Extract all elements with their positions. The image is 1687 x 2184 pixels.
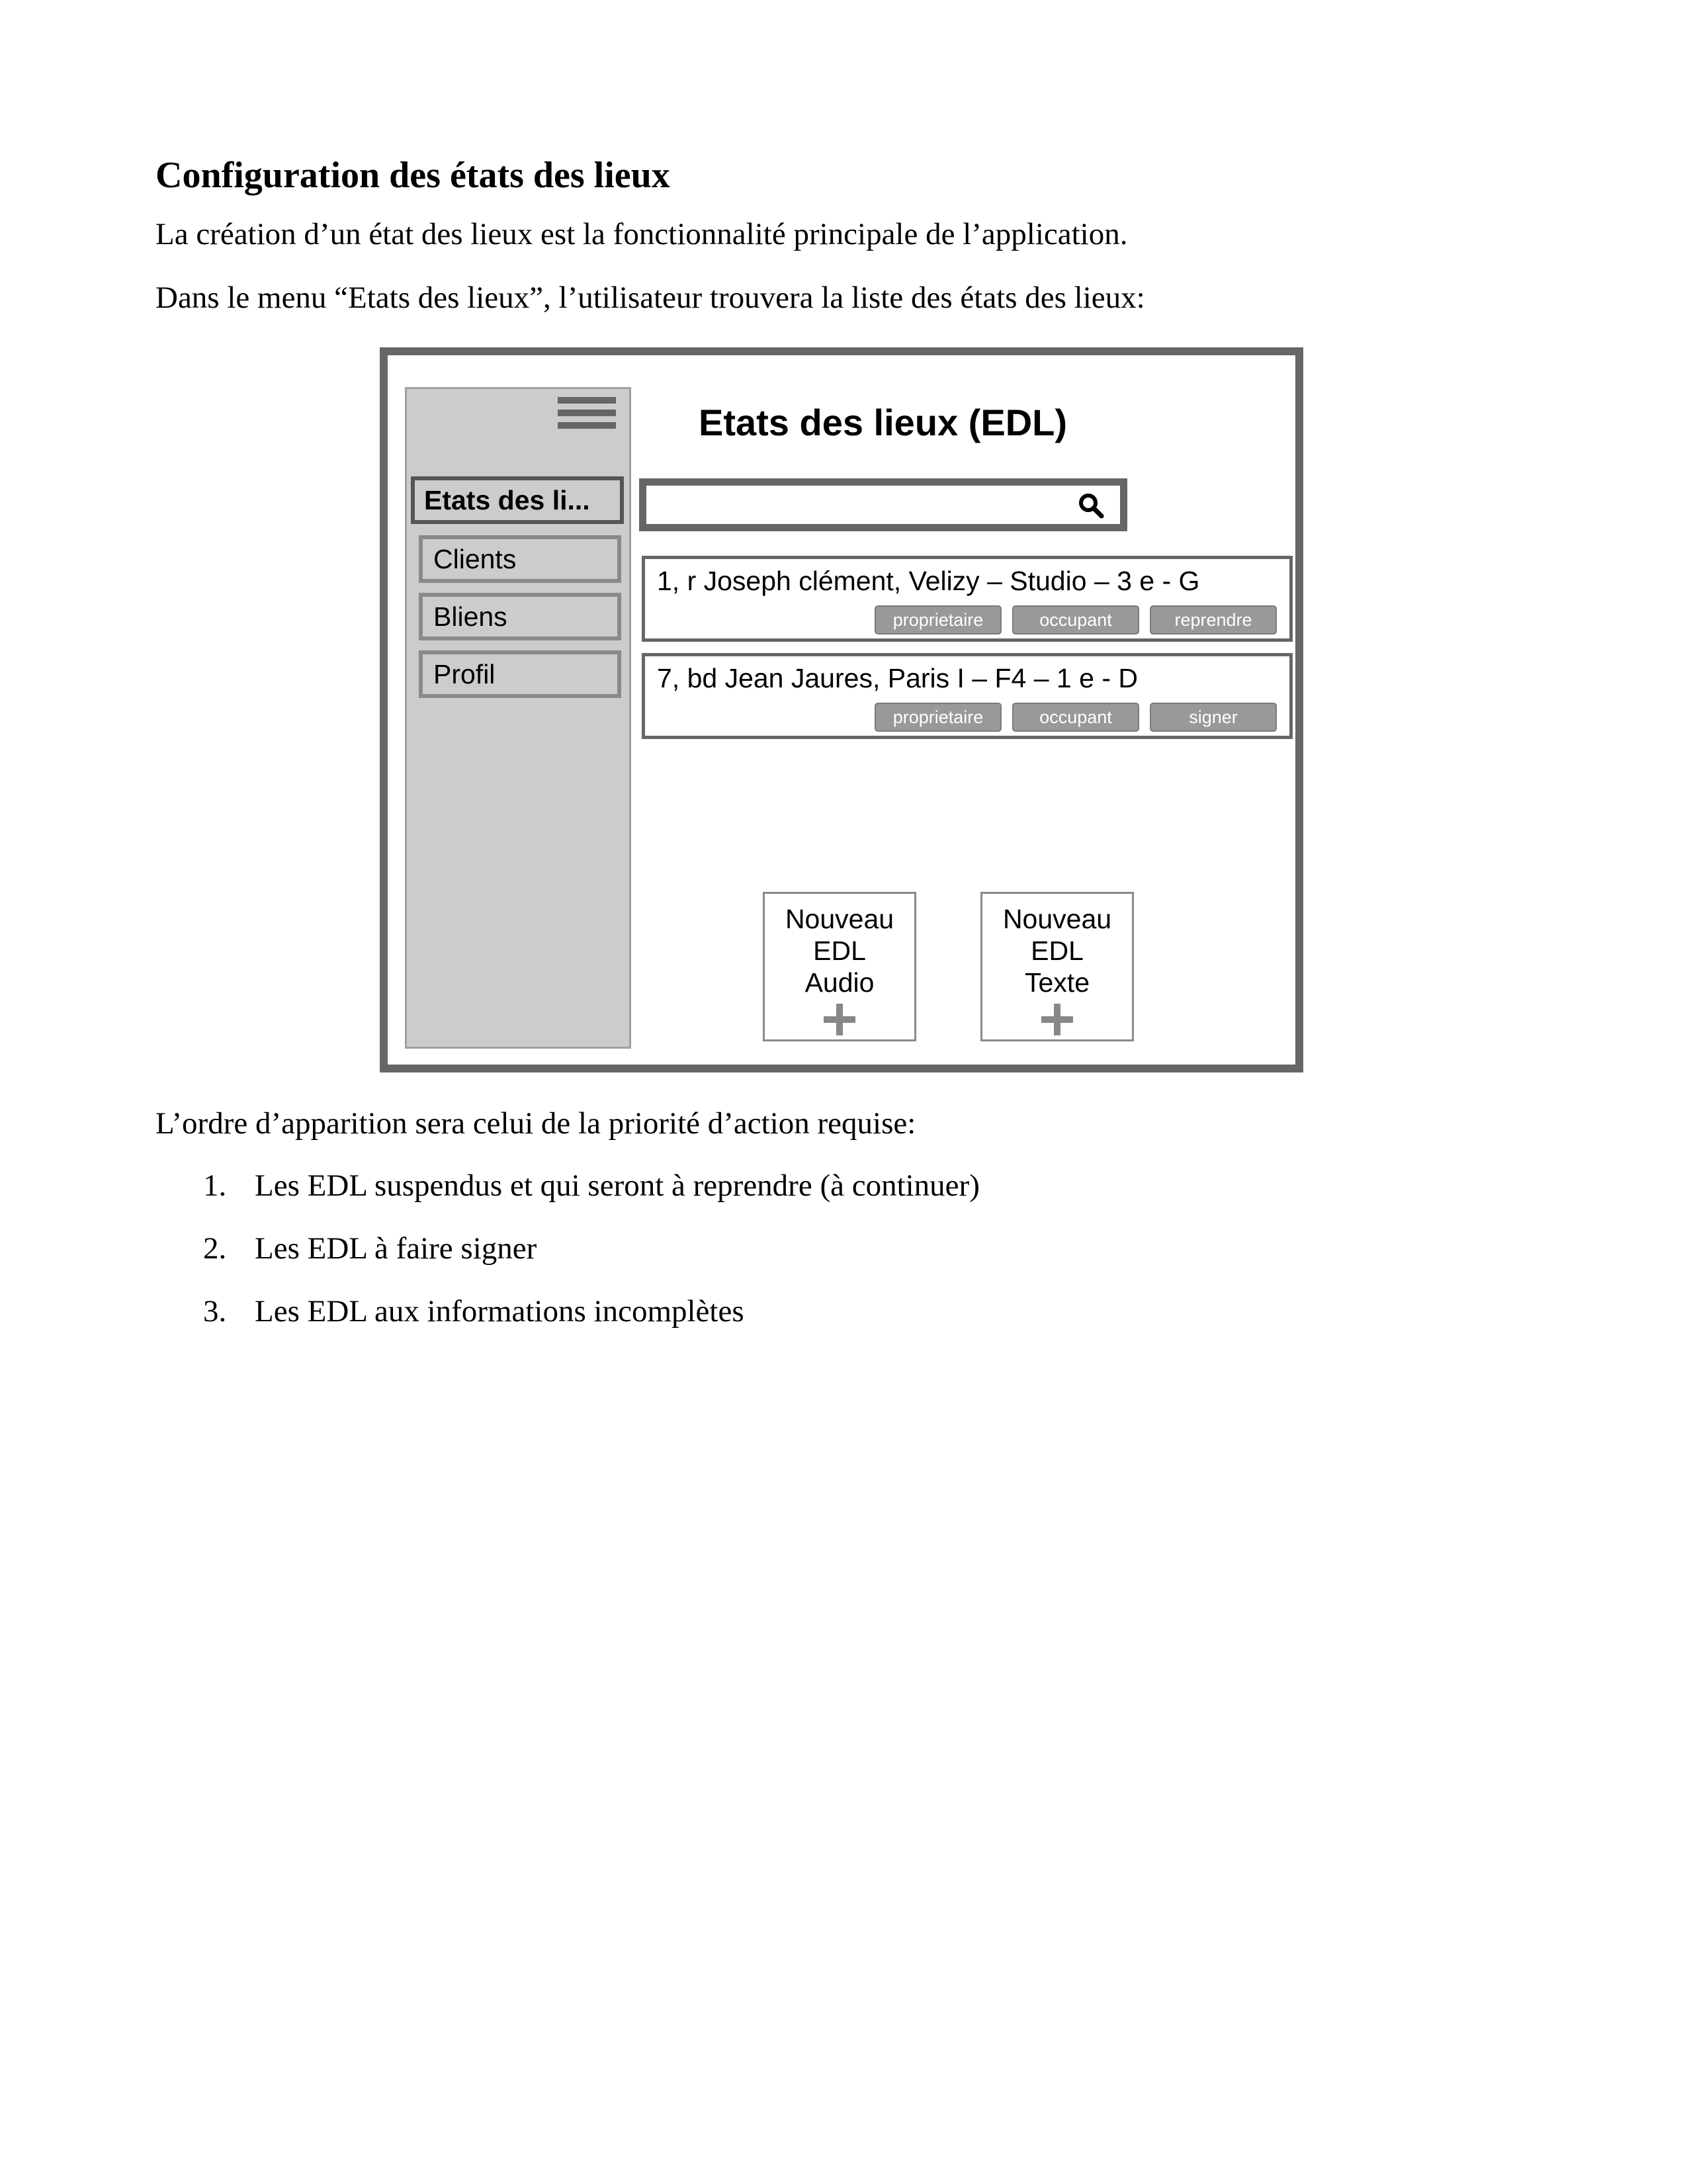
button-label-line: Texte: [1025, 967, 1090, 998]
list-number: 1.: [203, 1168, 227, 1203]
app-mockup: [380, 347, 1303, 1072]
order-paragraph: L’ordre d’apparition sera celui de la priorité d’action requise:: [155, 1106, 916, 1141]
sidebar-item-etats-des-lieux[interactable]: Etats des li...: [411, 476, 624, 524]
plus-icon: [1041, 1004, 1073, 1035]
plus-icon: [824, 1004, 855, 1035]
sidebar: [405, 387, 631, 1049]
button-label-line: Nouveau: [785, 904, 894, 934]
list-text: Les EDL à faire signer: [255, 1231, 537, 1266]
button-label-line: Audio: [804, 967, 875, 998]
tag-signer[interactable]: signer: [1150, 703, 1277, 732]
list-text: Les EDL aux informations incomplètes: [255, 1294, 744, 1329]
search-input[interactable]: [652, 490, 1049, 520]
button-label-line: Nouveau: [1002, 904, 1112, 934]
new-edl-audio-button[interactable]: [763, 892, 916, 1041]
list-text: Les EDL suspendus et qui seront à reprendre (à continuer): [255, 1168, 980, 1203]
tag-proprietaire[interactable]: proprietaire: [875, 703, 1002, 732]
sidebar-item-clients[interactable]: Clients: [419, 535, 621, 583]
button-label-line: EDL: [1031, 936, 1084, 966]
menu-paragraph: Dans le menu “Etats des lieux”, l’utilisateur trouvera la liste des états des lieux:: [155, 281, 1145, 315]
edl-card[interactable]: [642, 653, 1293, 739]
intro-paragraph: La création d’un état des lieux est la fonctionnalité principale de l’application.: [155, 217, 1128, 251]
button-label-line: EDL: [813, 936, 866, 966]
search-bar: [639, 478, 1127, 531]
sidebar-item-biens[interactable]: Bliens: [419, 593, 621, 640]
doc-heading: Configuration des états des lieux: [155, 155, 670, 196]
list-number: 2.: [203, 1231, 227, 1266]
list-number: 3.: [203, 1294, 227, 1329]
tag-reprendre[interactable]: reprendre: [1150, 605, 1277, 634]
edl-address: 7, bd Jean Jaures, Paris I – F4 – 1 e - D: [657, 663, 1138, 693]
edl-card[interactable]: [642, 556, 1293, 642]
hamburger-menu-icon[interactable]: [558, 397, 616, 435]
sidebar-item-profil[interactable]: Profil: [419, 650, 621, 698]
new-edl-texte-button[interactable]: [980, 892, 1134, 1041]
tag-occupant[interactable]: occupant: [1012, 703, 1139, 732]
tag-occupant[interactable]: occupant: [1012, 605, 1139, 634]
edl-address: 1, r Joseph clément, Velizy – Studio – 3 e - G: [657, 566, 1200, 596]
search-icon[interactable]: [1076, 491, 1105, 520]
tag-proprietaire[interactable]: proprietaire: [875, 605, 1002, 634]
page-title: Etats des lieux (EDL): [699, 402, 1068, 443]
